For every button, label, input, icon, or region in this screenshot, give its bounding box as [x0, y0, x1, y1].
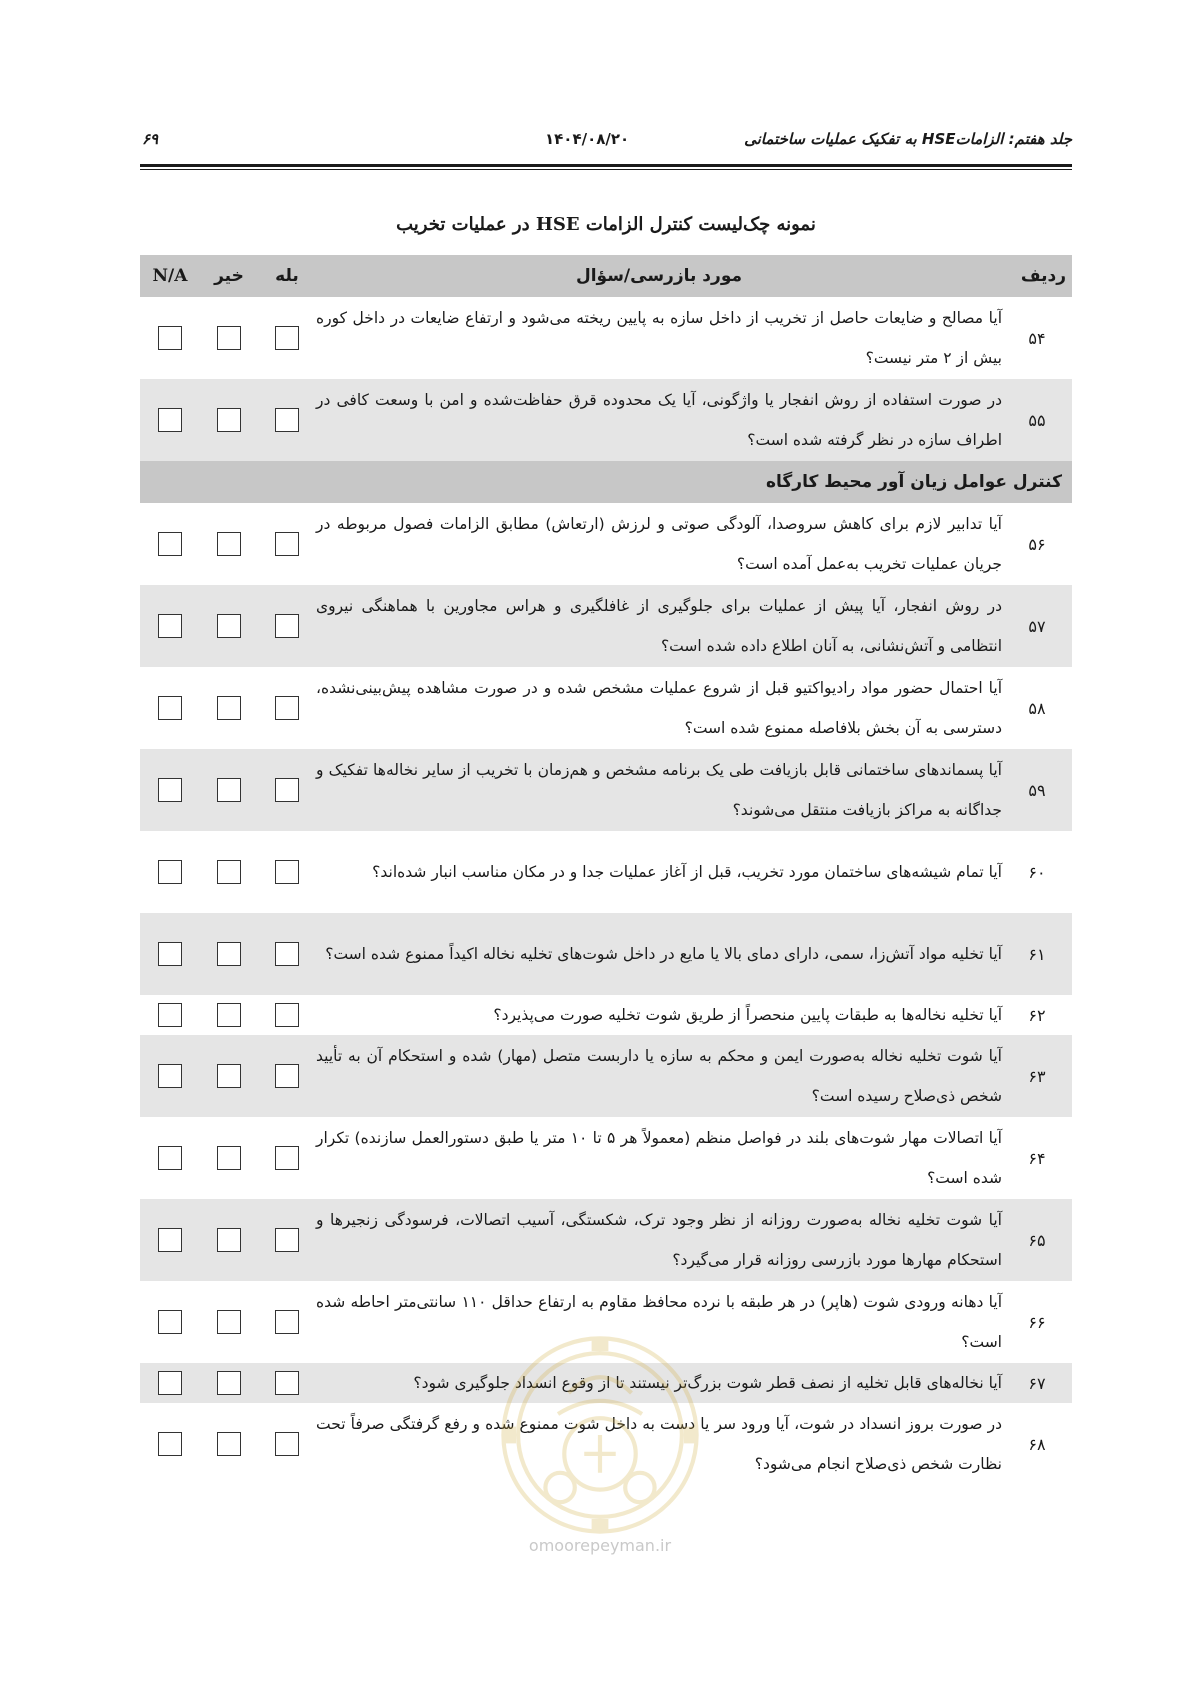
na-checkbox[interactable] — [158, 1371, 182, 1395]
na-cell — [140, 297, 200, 379]
table-row — [140, 1117, 1072, 1199]
checklist-title: نمونه چک‌لیست کنترل الزامات HSE در عملیات تخریب — [396, 214, 816, 235]
no-cell — [200, 667, 258, 749]
no-cell — [200, 297, 258, 379]
yes-checkbox[interactable] — [275, 1146, 299, 1170]
yes-cell — [258, 1035, 316, 1117]
na-cell — [140, 379, 200, 461]
na-checkbox[interactable] — [158, 942, 182, 966]
yes-checkbox[interactable] — [275, 1310, 299, 1334]
yes-checkbox[interactable] — [275, 696, 299, 720]
row-number: ۶۱ — [1028, 944, 1046, 964]
book-title: جلد هفتم: الزاماتHSE به تفکیک عملیات ساختمانی — [744, 130, 1072, 148]
row-number: ۵۶ — [1028, 534, 1046, 554]
yes-cell — [258, 585, 316, 667]
row-number: ۶۸ — [1028, 1434, 1046, 1454]
yes-checkbox[interactable] — [275, 614, 299, 638]
table-row — [140, 1035, 1072, 1117]
no-cell — [200, 503, 258, 585]
na-cell — [140, 1403, 200, 1485]
yes-cell — [258, 1281, 316, 1363]
no-checkbox[interactable] — [217, 1003, 241, 1027]
table-row — [140, 297, 1072, 379]
yes-cell — [258, 749, 316, 831]
yes-checkbox[interactable] — [275, 326, 299, 350]
yes-checkbox[interactable] — [275, 1371, 299, 1395]
table-row — [140, 585, 1072, 667]
yes-checkbox[interactable] — [275, 942, 299, 966]
yes-cell — [258, 913, 316, 995]
row-number: ۶۷ — [1028, 1373, 1046, 1393]
na-cell — [140, 585, 200, 667]
na-checkbox[interactable] — [158, 1228, 182, 1252]
row-number: ۵۷ — [1028, 616, 1046, 636]
na-cell — [140, 503, 200, 585]
na-checkbox[interactable] — [158, 696, 182, 720]
na-checkbox[interactable] — [158, 1003, 182, 1027]
question-text: آیا تخلیه نخاله‌ها به طبقات پایین منحصراً از طریق شوت تخلیه صورت می‌پذیرد؟ — [493, 1006, 1002, 1024]
na-checkbox[interactable] — [158, 326, 182, 350]
row-number: ۶۶ — [1028, 1312, 1046, 1332]
no-cell — [200, 995, 258, 1035]
na-checkbox[interactable] — [158, 408, 182, 432]
question-text: آیا تخلیه مواد آتش‌زا، سمی، دارای دمای بالا یا مایع در داخل شوت‌های تخلیه نخاله اکیداً ممنوع شده است؟ — [325, 945, 1002, 963]
no-cell — [200, 1363, 258, 1403]
no-checkbox[interactable] — [217, 408, 241, 432]
na-checkbox[interactable] — [158, 1146, 182, 1170]
na-cell — [140, 1117, 200, 1199]
header-rule-thin — [140, 169, 1072, 170]
yes-cell — [258, 1403, 316, 1485]
yes-cell — [258, 667, 316, 749]
col-header-yes: بله — [275, 266, 299, 286]
na-cell — [140, 1281, 200, 1363]
question-text: آیا شوت تخلیه نخاله به‌صورت ایمن و محکم به سازه یا داربست متصل (مهار) شده و استحکام آن به تأیید شخص ذی‌صلاح رسیده است؟ — [316, 1047, 1002, 1105]
col-header-na: N/A — [152, 266, 188, 286]
question-text: در صورت بروز انسداد در شوت، آیا ورود سر یا دست به داخل شوت ممنوع شده و رفع گرفتگی صرفاً تحت نظارت شخص ذی‌صلاح انجام می‌شود؟ — [316, 1415, 1002, 1473]
yes-checkbox[interactable] — [275, 532, 299, 556]
watermark-url: omoorepeyman.ir — [528, 1536, 672, 1555]
table-row — [140, 503, 1072, 585]
row-number: ۶۰ — [1028, 862, 1046, 882]
question-text: آیا احتمال حضور مواد رادیواکتیو قبل از شروع عملیات مشخص شده و در صورت مشاهده پیش‌بینی‌نشده، دسترسی به آن بخش بلافاصله ممنوع شده است؟ — [316, 679, 1002, 737]
na-cell — [140, 1035, 200, 1117]
row-number: ۵۹ — [1028, 780, 1046, 800]
no-cell — [200, 1403, 258, 1485]
yes-cell — [258, 503, 316, 585]
section-header-row — [140, 461, 1072, 503]
no-cell — [200, 831, 258, 913]
no-cell — [200, 585, 258, 667]
table-row — [140, 1363, 1072, 1403]
na-checkbox[interactable] — [158, 860, 182, 884]
question-text: در صورت استفاده از روش انفجار یا واژگونی، آیا یک محدوده قرق حفاظت‌شده و امن با وسعت کافی در اطراف سازه در نظر گرفته شده است؟ — [316, 391, 1002, 449]
table-row — [140, 1199, 1072, 1281]
row-number: ۶۳ — [1028, 1066, 1046, 1086]
question-text: آیا نخاله‌های قابل تخلیه از نصف قطر شوت بزرگ‌تر نیستند تا از وقوع انسداد جلوگیری شود؟ — [413, 1374, 1002, 1392]
no-checkbox[interactable] — [217, 942, 241, 966]
table-row — [140, 831, 1072, 913]
yes-cell — [258, 1199, 316, 1281]
no-checkbox[interactable] — [217, 1310, 241, 1334]
yes-cell — [258, 1363, 316, 1403]
no-checkbox[interactable] — [217, 860, 241, 884]
no-cell — [200, 1199, 258, 1281]
na-cell — [140, 913, 200, 995]
col-header-row: ردیف — [1020, 266, 1066, 286]
page-number: ۶۹ — [142, 130, 159, 148]
no-checkbox[interactable] — [217, 532, 241, 556]
na-cell — [140, 1363, 200, 1403]
no-cell — [200, 379, 258, 461]
no-checkbox[interactable] — [217, 1371, 241, 1395]
row-number: ۶۲ — [1028, 1005, 1046, 1025]
row-number: ۶۵ — [1028, 1230, 1046, 1250]
no-checkbox[interactable] — [217, 778, 241, 802]
yes-checkbox[interactable] — [275, 1064, 299, 1088]
row-number: ۵۸ — [1028, 698, 1046, 718]
table-row — [140, 1403, 1072, 1485]
no-cell — [200, 913, 258, 995]
no-cell — [200, 1117, 258, 1199]
yes-checkbox[interactable] — [275, 408, 299, 432]
no-checkbox[interactable] — [217, 696, 241, 720]
table-row — [140, 1281, 1072, 1363]
no-cell — [200, 749, 258, 831]
no-checkbox[interactable] — [217, 1228, 241, 1252]
yes-checkbox[interactable] — [275, 1228, 299, 1252]
no-checkbox[interactable] — [217, 1432, 241, 1456]
question-text: آیا پسماندهای ساختمانی قابل بازیافت طی یک برنامه مشخص و هم‌زمان با تخریب از سایر نخاله‌ها تفکیک و جداگانه به مراکز بازیافت منتقل می‌شوند؟ — [316, 761, 1002, 819]
no-cell — [200, 1035, 258, 1117]
no-checkbox[interactable] — [217, 326, 241, 350]
table-row — [140, 913, 1072, 995]
yes-cell — [258, 1117, 316, 1199]
header-rule-thick — [140, 164, 1072, 167]
na-checkbox[interactable] — [158, 1432, 182, 1456]
yes-cell — [258, 379, 316, 461]
col-header-question: مورد بازرسی/سؤال — [575, 266, 743, 286]
table-row — [140, 379, 1072, 461]
yes-cell — [258, 995, 316, 1035]
na-checkbox[interactable] — [158, 1310, 182, 1334]
na-checkbox[interactable] — [158, 778, 182, 802]
yes-checkbox[interactable] — [275, 1432, 299, 1456]
section-title: کنترل عوامل زیان آور محیط کارگاه — [765, 472, 1062, 492]
yes-checkbox[interactable] — [275, 778, 299, 802]
yes-cell — [258, 297, 316, 379]
row-number: ۶۴ — [1028, 1148, 1046, 1168]
question-text: آیا مصالح و ضایعات حاصل از تخریب از داخل سازه به پایین ریخته می‌شود و ارتفاع ضایعات در داخل کوره بیش از ۲ متر نیست؟ — [316, 309, 1002, 367]
na-cell — [140, 1199, 200, 1281]
no-cell — [200, 1281, 258, 1363]
col-header-no: خیر — [214, 266, 244, 286]
page-header — [140, 126, 1072, 160]
table-header-row — [140, 255, 1072, 297]
yes-checkbox[interactable] — [275, 1003, 299, 1027]
table-body — [140, 297, 1072, 1485]
table-row — [140, 995, 1072, 1035]
na-checkbox[interactable] — [158, 1064, 182, 1088]
no-checkbox[interactable] — [217, 614, 241, 638]
checklist-table — [140, 255, 1072, 1485]
no-checkbox[interactable] — [217, 1064, 241, 1088]
question-text: آیا تدابیر لازم برای کاهش سروصدا، آلودگی صوتی و لرزش (ارتعاش) مطابق الزامات فصول مربوطه در جریان عملیات تخریب به‌عمل آمده است؟ — [316, 515, 1002, 573]
na-cell — [140, 749, 200, 831]
row-number: ۵۵ — [1028, 410, 1046, 430]
yes-checkbox[interactable] — [275, 860, 299, 884]
question-text: آیا تمام شیشه‌های ساختمان مورد تخریب، قبل از آغاز عملیات جدا و در مکان مناسب انبار شده‌اند؟ — [372, 863, 1002, 881]
na-cell — [140, 667, 200, 749]
question-text: آیا اتصالات مهار شوت‌های بلند در فواصل منظم (معمولاً هر ۵ تا ۱۰ متر یا طبق دستورالعمل سازنده) تکرار شده است؟ — [316, 1129, 1002, 1187]
na-checkbox[interactable] — [158, 614, 182, 638]
question-text: در روش انفجار، آیا پیش از عملیات برای جلوگیری از غافلگیری و هراس مجاورین با هماهنگی نیروی انتظامی و آتش‌نشانی، به آنان اطلاع داده شده است؟ — [316, 597, 1002, 655]
yes-cell — [258, 831, 316, 913]
no-checkbox[interactable] — [217, 1146, 241, 1170]
question-text: آیا دهانه ورودی شوت (هاپر) در هر طبقه با نرده محافظ مقاوم به ارتفاع حداقل ۱۱۰ سانتی‌متر احاطه شده است؟ — [316, 1293, 1003, 1351]
na-cell — [140, 995, 200, 1035]
header-date: ۱۴۰۴/۰۸/۲۰ — [545, 130, 630, 148]
na-cell — [140, 831, 200, 913]
na-checkbox[interactable] — [158, 532, 182, 556]
table-row — [140, 749, 1072, 831]
table-row — [140, 667, 1072, 749]
question-text: آیا شوت تخلیه نخاله به‌صورت روزانه از نظر وجود ترک، شکستگی، آسیب اتصالات، فرسودگی زنجیرها و استحکام مهارها مورد بازرسی روزانه قرار می‌گیرد؟ — [316, 1211, 1002, 1269]
row-number: ۵۴ — [1028, 328, 1046, 348]
